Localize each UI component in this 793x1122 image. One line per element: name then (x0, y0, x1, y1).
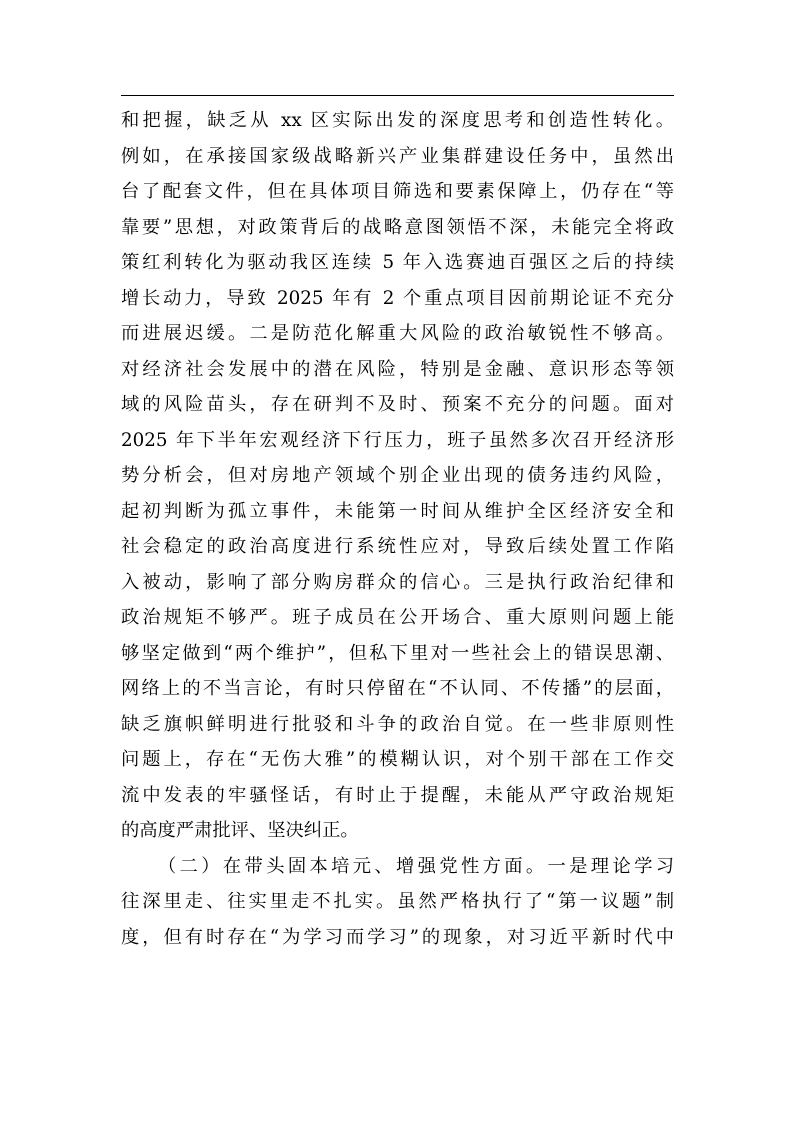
text-line: 社会稳定的政治高度进行系统性应对，导致后续处置工作陷 (121, 536, 674, 557)
text-line: 问题上，存在“无伤大雅”的模糊认识，对个别干部在工作交 (121, 749, 674, 770)
text-line: 台了配套文件，但在具体项目筛选和要素保障上，仍存在“等 (121, 181, 674, 202)
text-line: 流中发表的牢骚怪话，有时止于提醒，未能从严守政治规矩 (121, 784, 674, 806)
text-line: 域的风险苗头，存在研判不及时、预案不充分的问题。面对 (121, 394, 674, 415)
text-line: 和把握，缺乏从 xx 区实际出发的深度思考和创造性转化。 (121, 110, 674, 131)
text-line: 对经济社会发展中的潜在风险，特别是金融、意识形态等领 (121, 358, 674, 380)
text-line: 入被动，影响了部分购房群众的信心。三是执行政治纪律和 (121, 571, 674, 593)
text-line: 势分析会，但对房地产领域个别企业出现的债务违约风险， (121, 465, 674, 486)
text-line: 策红利转化为驱动我区连续 5 年入选赛迪百强区之后的持续 (121, 252, 674, 273)
text-line: 的高度严肃批评、坚决纠正。 (121, 820, 359, 841)
header-rule (121, 95, 674, 96)
text-line: 而进展迟缓。二是防范化解重大风险的政治敏锐性不够高。 (121, 323, 674, 344)
text-line: 缺乏旗帜鲜明进行批驳和斗争的政治自觉。在一些非原则性 (121, 713, 674, 735)
text-line: 例如，在承接国家级战略新兴产业集群建设任务中，虽然出 (121, 145, 674, 167)
section-heading-line: （二）在带头固本培元、增强党性方面。一是理论学习 (158, 855, 674, 877)
text-line: 起初判断为孤立事件，未能第一时间从维护全区经济安全和 (121, 500, 674, 522)
text-line: 靠要”思想，对政策背后的战略意图领悟不深，未能完全将政 (121, 216, 674, 238)
text-line: 度，但有时存在“为学习而学习”的现象，对习近平新时代中 (121, 926, 674, 948)
text-line: 够坚定做到“两个维护”，但私下里对一些社会上的错误思潮、 (121, 642, 674, 664)
text-line: 2025 年下半年宏观经济下行压力，班子虽然多次召开经济形 (121, 429, 674, 451)
text-line: 往深里走、往实里走不扎实。虽然严格执行了“第一议题”制 (121, 891, 674, 912)
text-line: 增长动力，导致 2025 年有 2 个重点项目因前期论证不充分 (121, 287, 674, 309)
text-line: 网络上的不当言论，有时只停留在“不认同、不传播”的层面， (121, 678, 674, 699)
text-line: 政治规矩不够严。班子成员在公开场合、重大原则问题上能 (121, 607, 674, 628)
body-text (121, 103, 674, 955)
